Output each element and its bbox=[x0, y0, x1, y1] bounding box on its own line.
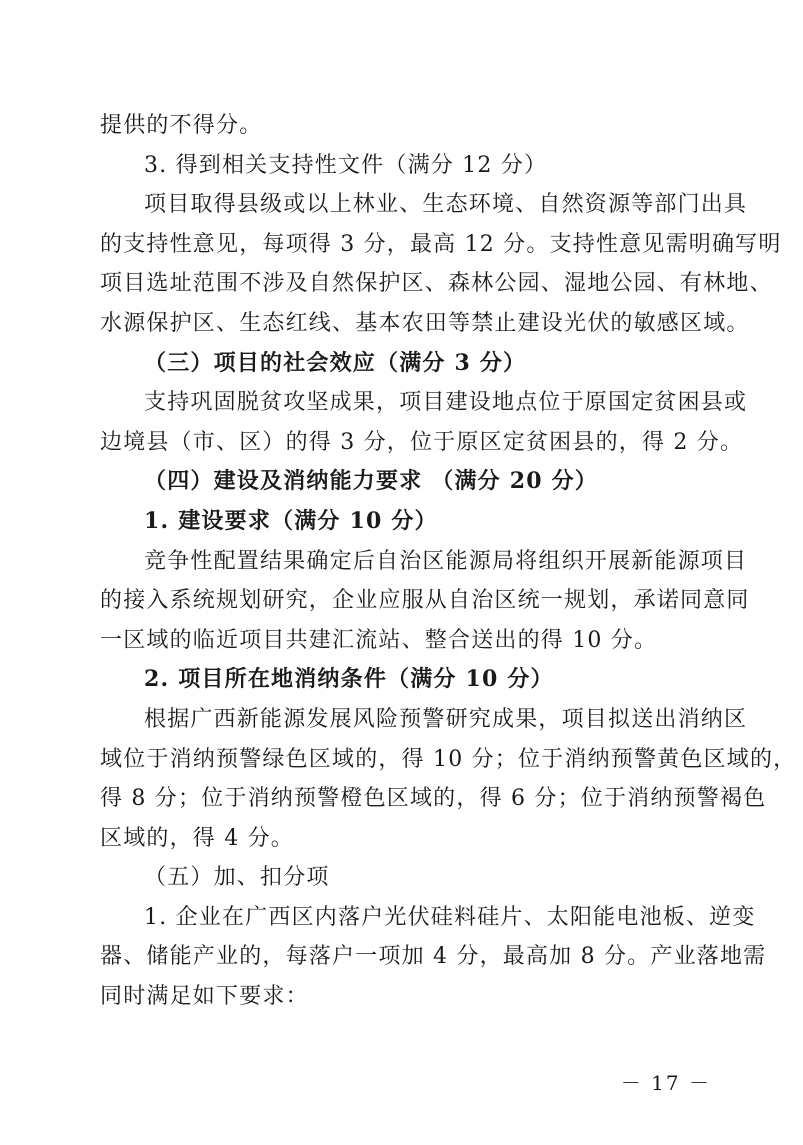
body-text-line: 区域的，得 4 分。 bbox=[100, 825, 294, 851]
body-text-line: 1. 企业在广西区内落户光伏硅料硅片、太阳能电池板、逆变 bbox=[144, 904, 756, 930]
body-text-line: 项目选址范围不涉及自然保护区、森林公园、湿地公园、有林地、 bbox=[100, 271, 773, 297]
page-number: － 17 － bbox=[620, 1071, 711, 1095]
body-text-line: 提供的不得分。 bbox=[100, 113, 263, 138]
body-text-line: 竞争性配置结果确定后自治区能源局将组织开展新能源项目 bbox=[144, 548, 748, 574]
subheading-construction-requirements: 1. 建设要求（满分 10 分） bbox=[144, 507, 438, 534]
body-text-line: 域位于消纳预警绿色区域的，得 10 分；位于消纳预警黄色区域的， bbox=[100, 746, 797, 772]
section-heading-bonus-deduction: （五）加、扣分项 bbox=[144, 865, 330, 891]
body-text-line: 一区域的临近项目共建汇流站、整合送出的得 10 分。 bbox=[100, 627, 658, 653]
subheading-supporting-documents: 3. 得到相关支持性文件（满分 12 分） bbox=[144, 152, 548, 178]
body-text-line: 得 8 分；位于消纳预警橙色区域的，得 6 分；位于消纳预警褐色 bbox=[100, 786, 767, 812]
body-text-line: 支持巩固脱贫攻坚成果，项目建设地点位于原国定贫困县或 bbox=[144, 390, 748, 416]
body-text-line: 根据广西新能源发展风险预警研究成果，项目拟送出消纳区 bbox=[144, 706, 748, 732]
body-text-line: 水源保护区、生态红线、基本农田等禁止建设光伏的敏感区域。 bbox=[100, 310, 750, 336]
body-text-line: 器、储能产业的，每落户一项加 4 分，最高加 8 分。产业落地需 bbox=[100, 944, 767, 970]
body-text-line: 项目取得县级或以上林业、生态环境、自然资源等部门出具 bbox=[144, 192, 748, 218]
body-text-line: 的接入系统规划研究，企业应服从自治区统一规划，承诺同意同 bbox=[100, 588, 750, 614]
section-heading-social-effect: （三）项目的社会效应（满分 3 分） bbox=[144, 349, 527, 376]
body-text-line: 边境县（市、区）的得 3 分，位于原区定贫困县的，得 2 分。 bbox=[100, 429, 744, 455]
subheading-consumption-conditions: 2. 项目所在地消纳条件（满分 10 分） bbox=[144, 666, 554, 693]
body-text-line: 的支持性意见，每项得 3 分，最高 12 分。支持性意见需明确写明 bbox=[100, 231, 782, 257]
section-heading-construction-capacity: （四）建设及消纳能力要求 （满分 20 分） bbox=[144, 468, 598, 495]
body-text-line: 同时满足如下要求： bbox=[100, 984, 309, 1010]
